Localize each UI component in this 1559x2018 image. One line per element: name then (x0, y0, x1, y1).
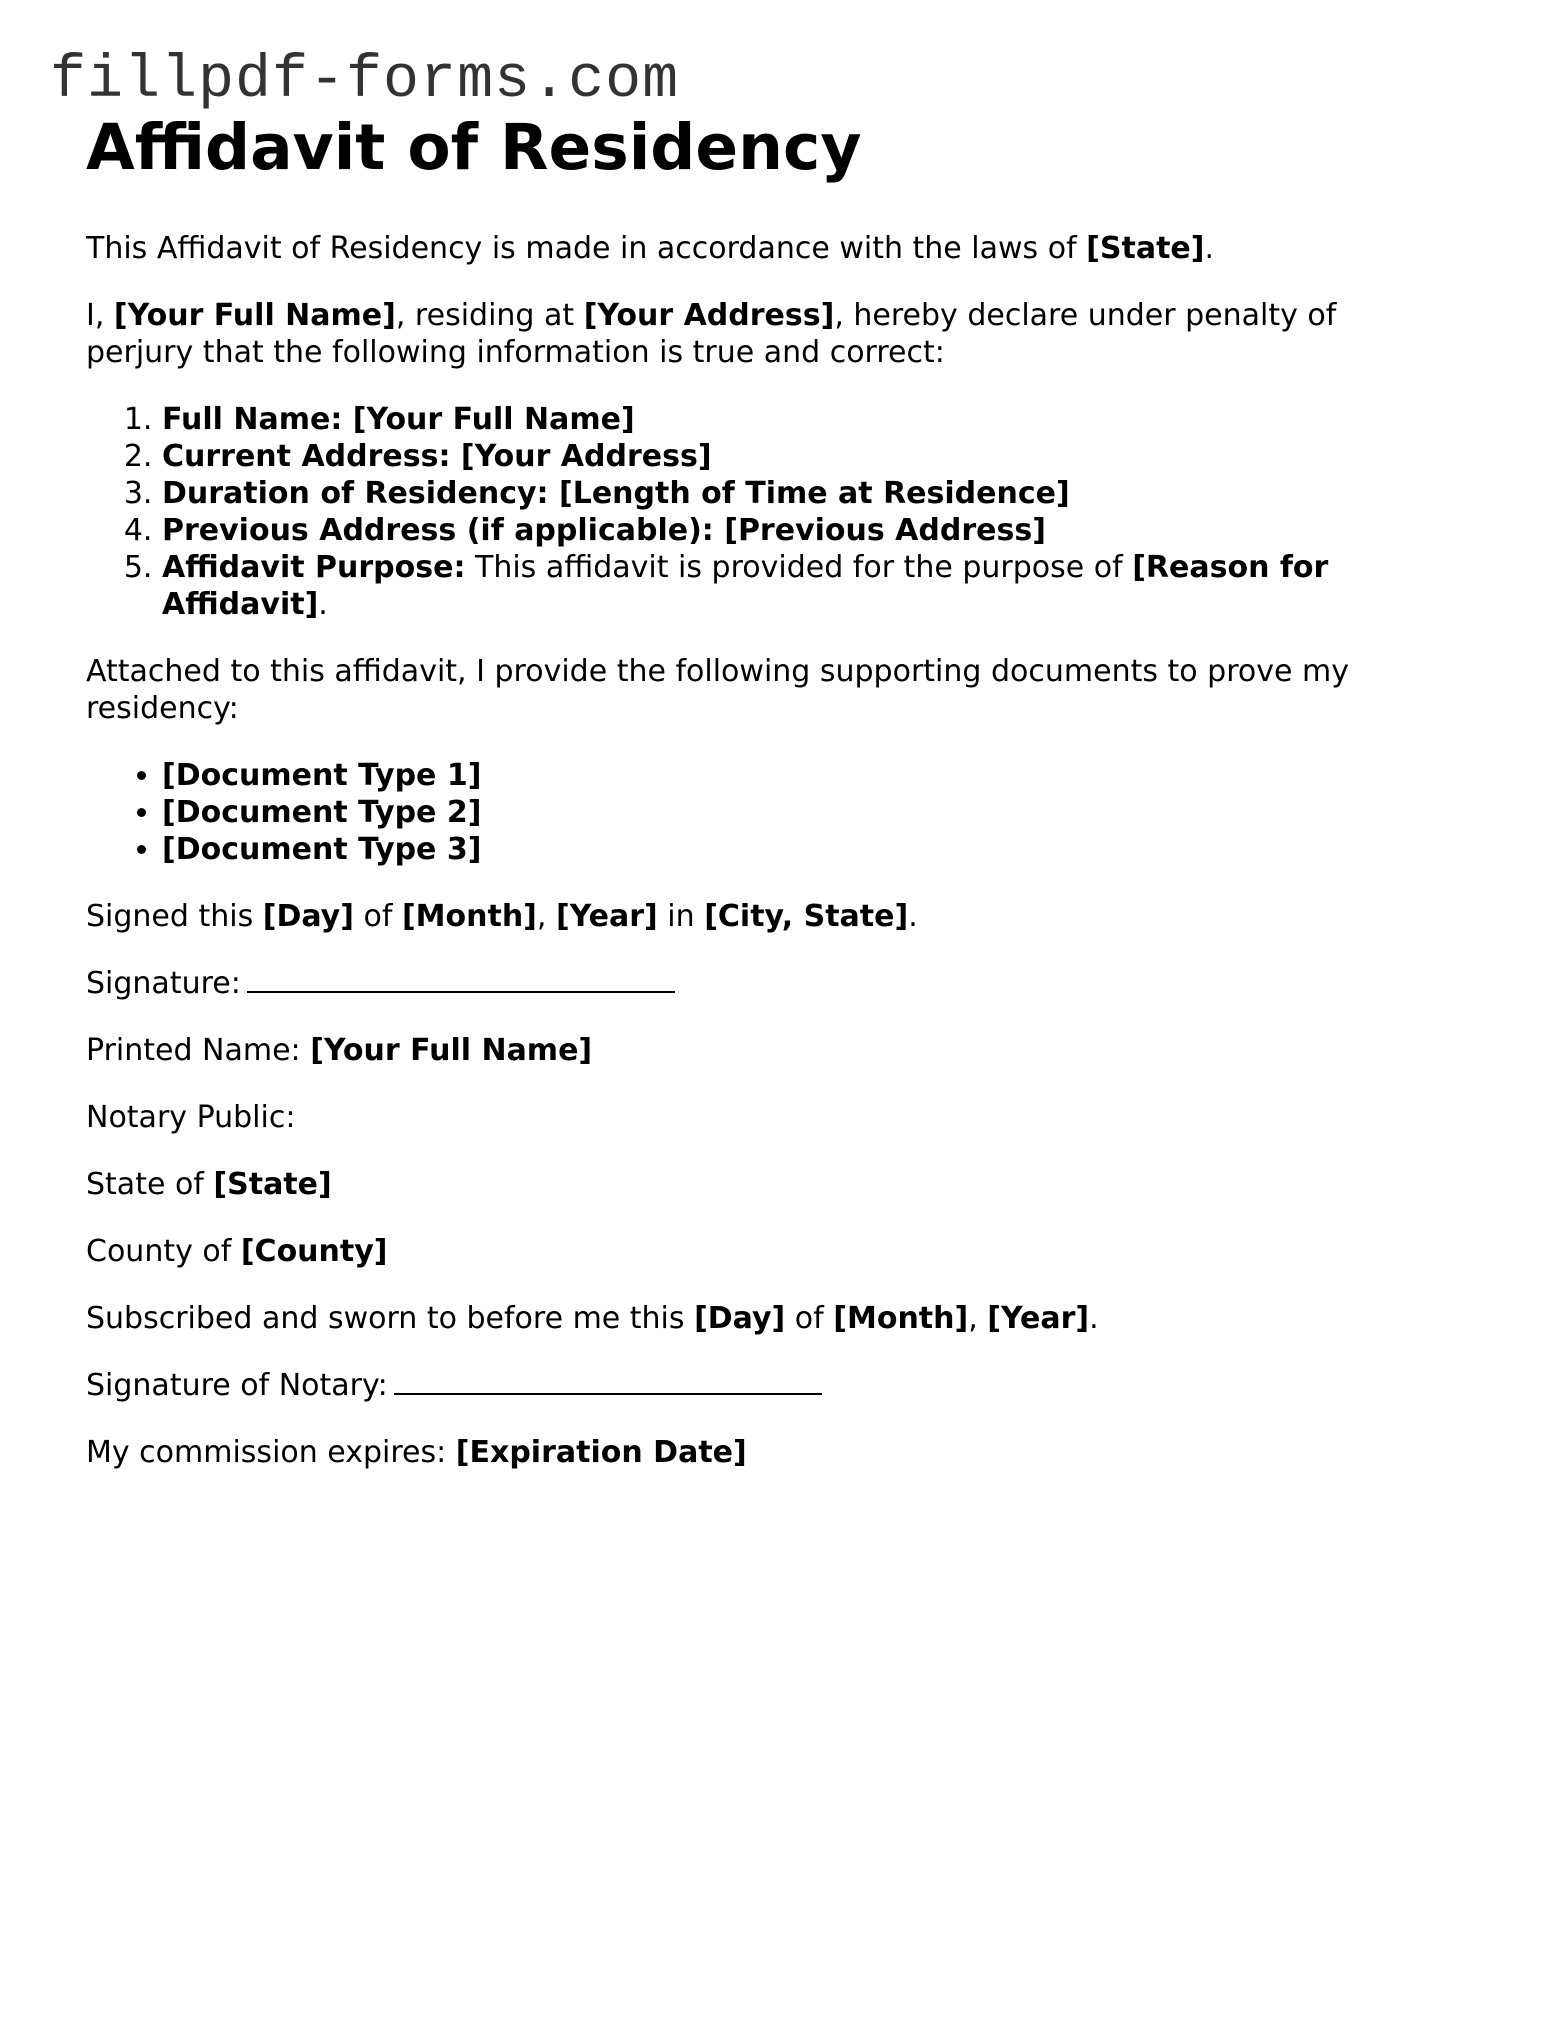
notary-signature-field[interactable] (394, 1367, 822, 1395)
purpose-period: . (318, 587, 328, 622)
sworn-line (86, 1300, 1446, 1337)
purpose-reason-placeholder: [Reason for Affidavit] (162, 550, 1329, 622)
signed-year-placeholder: [Year] (555, 899, 658, 934)
sworn-day-placeholder: [Day] (694, 1301, 786, 1336)
printed-name-line (86, 1032, 1446, 1069)
notary-signature-line (86, 1367, 1446, 1404)
state-of-placeholder: [State] (213, 1167, 332, 1202)
signature-field[interactable] (247, 965, 675, 993)
list-item-full-name (162, 401, 1446, 438)
signed-day-placeholder: [Day] (262, 899, 354, 934)
document-item-text: [Document Type 1] (162, 758, 482, 793)
commission-placeholder: [Expiration Date] (455, 1435, 747, 1470)
intro-paragraph (86, 230, 1446, 267)
notary-public-line: Notary Public: (86, 1100, 296, 1135)
sworn-of: of (785, 1301, 834, 1336)
state-of-line (86, 1166, 1446, 1203)
attached-paragraph: Attached to this affidavit, I provide the following supporting documents to prove my residency: (86, 654, 1349, 726)
watermark: fillpdf-forms.com (50, 47, 680, 115)
purpose-text: This affidavit is provided for the purpose of (465, 550, 1133, 585)
signed-text: Signed this (86, 899, 263, 934)
document-item-text: [Document Type 3] (162, 832, 482, 867)
declaration-address-placeholder: [Your Address] (583, 298, 835, 333)
signed-in: in (657, 899, 705, 934)
purpose-label: Affidavit Purpose: (162, 550, 466, 585)
sworn-text: Subscribed and sworn to before me this (86, 1301, 695, 1336)
sworn-month-placeholder: [Month] (833, 1301, 969, 1336)
signed-month-placeholder: [Month] (401, 899, 537, 934)
signed-line (86, 898, 1446, 935)
list-item-previous-address (162, 512, 1446, 549)
list-item-text: Current Address: [Your Address] (162, 439, 712, 474)
signed-place-placeholder: [City, State] (704, 899, 909, 934)
county-of-placeholder: [County] (240, 1234, 388, 1269)
page-title: Affidavit of Residency (86, 111, 862, 184)
state-of-label: State of (86, 1167, 214, 1202)
declaration-name-placeholder: [Your Full Name] (113, 298, 396, 333)
intro-state-placeholder: [State] (1086, 231, 1205, 266)
documents-list (86, 757, 1446, 868)
printed-name-label: Printed Name: (86, 1033, 311, 1068)
declaration-text-end: , hereby declare under penalty of perjury that the following information is true and correct: (86, 298, 1337, 370)
intro-text: This Affidavit of Residency is made in accordance with the laws of (86, 231, 1087, 266)
signed-period: . (908, 899, 918, 934)
declaration-text-start: I, (86, 298, 114, 333)
list-item-purpose (162, 549, 1446, 623)
intro-period: . (1204, 231, 1215, 266)
signature-line (86, 965, 1446, 1002)
document-body (86, 108, 1446, 1501)
sworn-period: . (1089, 1301, 1099, 1336)
document-item (162, 757, 1446, 794)
commission-label: My commission expires: (86, 1435, 456, 1470)
declaration-list (86, 401, 1446, 623)
document-item (162, 794, 1446, 831)
sworn-comma: , (968, 1301, 988, 1336)
commission-line (86, 1434, 1446, 1471)
county-of-line (86, 1233, 1446, 1270)
document-item-text: [Document Type 2] (162, 795, 482, 830)
declaration-text-mid: , residing at (395, 298, 584, 333)
list-item-text: Full Name: [Your Full Name] (162, 402, 635, 437)
declaration-paragraph (86, 297, 1446, 371)
printed-name-placeholder: [Your Full Name] (310, 1033, 593, 1068)
list-item-text: Duration of Residency: [Length of Time at Residence] (162, 476, 1070, 511)
sworn-year-placeholder: [Year] (987, 1301, 1090, 1336)
county-of-label: County of (86, 1234, 241, 1269)
notary-signature-label: Signature of Notary: (86, 1368, 388, 1403)
list-item-text: Previous Address (if applicable): [Previous Address] (162, 513, 1046, 548)
signed-of: of (353, 899, 402, 934)
signed-comma: , (536, 899, 556, 934)
document-item (162, 831, 1446, 868)
list-item-current-address (162, 438, 1446, 475)
list-item-duration (162, 475, 1446, 512)
signature-label: Signature: (86, 966, 241, 1001)
